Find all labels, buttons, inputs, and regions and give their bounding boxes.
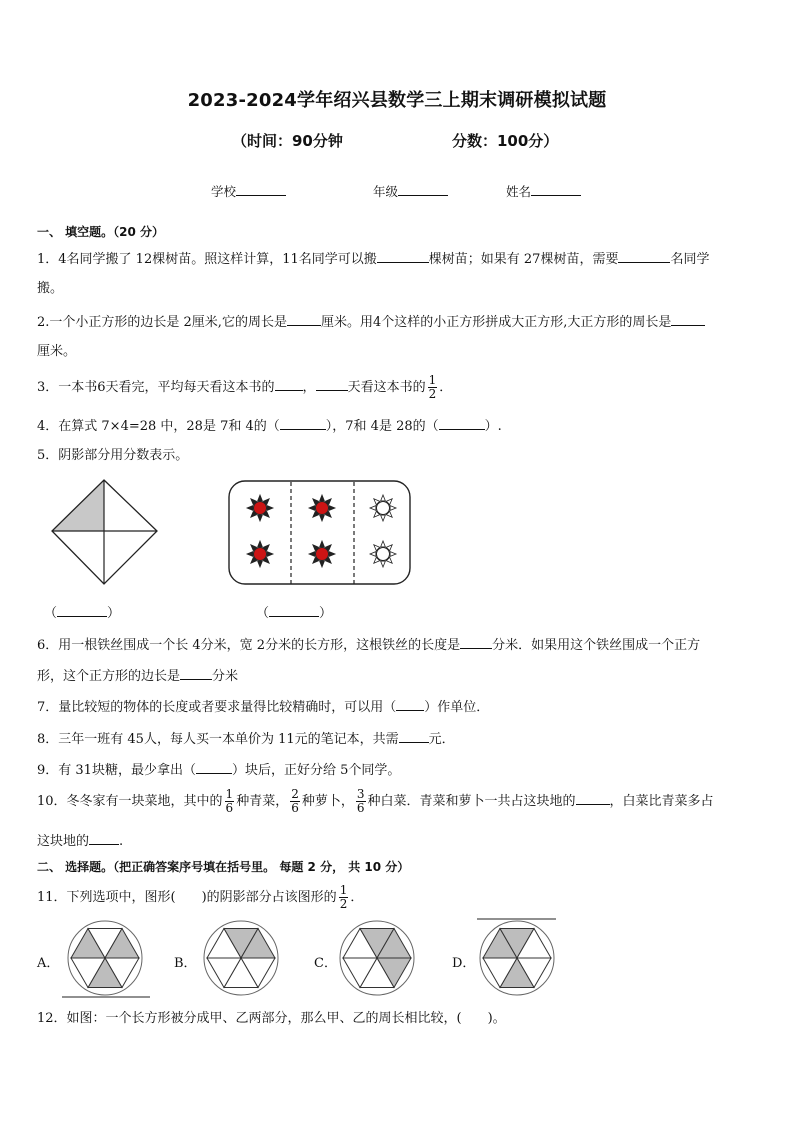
q3-fraction-num: 1 xyxy=(428,373,437,387)
q2-text-a: 2.一个小正方形的边长是 2厘米,它的周长是 xyxy=(37,315,287,330)
question-12: 12．如图：一个长方形被分成甲、乙两部分，那么甲、乙的周长相比较，( )。 xyxy=(37,1011,506,1026)
q2-text-b: 厘米。用4个这样的小正方形拼成大正方形,大正方形的周长是 xyxy=(320,315,672,330)
option-b-label[interactable]: B． xyxy=(174,956,197,971)
page-title: 2023-2024学年绍兴县数学三上期末调研模拟试题 xyxy=(187,90,607,111)
grade-label: 年级 xyxy=(373,184,399,199)
q6-text-b: 分米．如果用这个铁丝围成一个正方 xyxy=(492,638,701,653)
q10-text-c: 种萝卜， xyxy=(301,794,354,809)
q10-fraction-2-den: 6 xyxy=(291,801,299,815)
q1-text-a: 1．4名同学搬了 12棵树苗。照这样计算，11名同学可以搬 xyxy=(37,252,377,267)
q5-answer-1 xyxy=(44,602,120,621)
q1-text-d: 搬。 xyxy=(37,281,64,296)
section1-title: 一、 填空题。（20 分） xyxy=(37,225,165,239)
question-2 xyxy=(37,312,705,332)
section2-title: 二、 选择题。（把正确答案序号填在括号里。 每题 2 分， 共 10 分） xyxy=(37,860,410,874)
option-b-figure xyxy=(203,920,283,1000)
q7-blank[interactable] xyxy=(396,697,424,711)
q9-blank[interactable] xyxy=(196,760,232,774)
option-a-label[interactable]: A． xyxy=(37,956,60,971)
option-c-hexagon xyxy=(343,929,411,988)
q5-answer-2-open: （ xyxy=(256,606,270,621)
school-blank[interactable] xyxy=(236,183,286,197)
option-b-hexagon xyxy=(207,929,275,988)
option-a-hexagon xyxy=(71,929,139,988)
question-1 xyxy=(37,249,709,269)
option-d-figure xyxy=(477,915,559,1000)
red-sun-icon xyxy=(309,495,335,521)
q4-blank-2[interactable] xyxy=(439,416,485,430)
white-sun-icon xyxy=(370,495,396,521)
q10-fraction-3 xyxy=(356,788,366,815)
q11-fraction xyxy=(339,884,349,911)
q11-text-a: 11．下列选项中，图形( )的阴影部分占该图形的 xyxy=(37,890,337,905)
q5-blank-2[interactable] xyxy=(269,603,319,617)
q6-blank-1[interactable] xyxy=(460,635,492,649)
option-c-figure xyxy=(339,920,419,1000)
question-10 xyxy=(37,788,714,815)
question-10-line2 xyxy=(37,831,123,851)
q6-text-c: 形，这个正方形的边长是 xyxy=(37,669,181,684)
q7-text-a: 7．量比较短的物体的长度或者要求量得比较精确时，可以用（ xyxy=(37,700,397,715)
q1-blank-2[interactable] xyxy=(618,249,670,263)
q10-blank-2[interactable] xyxy=(89,831,119,845)
q5-answer-2 xyxy=(256,602,332,621)
q9-text-b: ）块后，正好分给 5个同学。 xyxy=(231,763,401,778)
q10-blank-1[interactable] xyxy=(576,791,610,805)
name-field xyxy=(506,182,581,200)
q4-text-c: ）. xyxy=(484,419,502,434)
q10-text-e: ，白菜比青菜多占 xyxy=(609,794,714,809)
q10-fraction-1-num: 1 xyxy=(225,787,234,801)
q3-text-a: 3．一本书6天看完，平均每天看这本书的 xyxy=(37,380,275,395)
q10-text-a: 10．冬冬家有一块菜地，其中的 xyxy=(37,794,223,809)
q4-text-a: 4．在算式 7×4=28 中，28是 7和 4的（ xyxy=(37,419,280,434)
q10-fraction-3-den: 6 xyxy=(356,801,365,815)
school-label: 学校 xyxy=(211,184,237,199)
q4-text-b: ），7和 4是 28的（ xyxy=(325,419,439,434)
time-label: （时间：90分钟 xyxy=(232,132,343,150)
sun-box-figure xyxy=(228,480,412,586)
q4-blank-1[interactable] xyxy=(280,416,326,430)
q1-text-c: 名同学 xyxy=(670,252,710,267)
q10-fraction-2-num: 2 xyxy=(291,787,299,801)
q5-answer-1-open: （ xyxy=(44,606,58,621)
question-11 xyxy=(37,884,363,911)
q6-text-a: 6．用一根铁丝围成一个长 4分米，宽 2分米的长方形，这根铁丝的长度是 xyxy=(37,638,461,653)
question-4 xyxy=(37,416,502,436)
q2-blank-2[interactable] xyxy=(671,312,705,326)
q10-fraction-3-num: 3 xyxy=(356,787,365,801)
question-6-line2 xyxy=(37,666,238,686)
q7-text-b: ）作单位． xyxy=(424,700,490,715)
q9-text-a: 9．有 31块糖，最少拿出（ xyxy=(37,763,196,778)
q10-text-f: 这块地的 xyxy=(37,834,90,849)
q6-text-d: 分米 xyxy=(212,669,239,684)
q3-text-c: 天看这本书的 xyxy=(347,380,426,395)
option-d-label[interactable]: D． xyxy=(452,956,476,971)
diamond-figure xyxy=(50,478,160,588)
grade-field xyxy=(373,182,448,200)
q1-text-b: 棵树苗；如果有 27棵树苗，需要 xyxy=(428,252,619,267)
q8-text-b: 元． xyxy=(428,732,455,747)
q3-blank-2[interactable] xyxy=(316,377,348,391)
question-6 xyxy=(37,635,700,655)
q3-blank-1[interactable] xyxy=(275,377,303,391)
q10-fraction-1 xyxy=(225,788,235,815)
q10-fraction-1-den: 6 xyxy=(225,801,234,815)
q8-blank[interactable] xyxy=(399,729,429,743)
q6-blank-2[interactable] xyxy=(180,666,212,680)
q2-blank-1[interactable] xyxy=(287,312,321,326)
red-sun-icon xyxy=(309,541,335,567)
q5-answer-1-close: ） xyxy=(107,606,121,621)
q10-fraction-2 xyxy=(290,788,300,815)
q3-fraction-den: 2 xyxy=(428,387,437,401)
q5-blank-1[interactable] xyxy=(57,603,107,617)
q3-text-end: ． xyxy=(439,380,453,395)
name-blank[interactable] xyxy=(531,183,581,197)
question-3 xyxy=(37,374,452,401)
red-sun-icon xyxy=(247,495,273,521)
q3-fraction xyxy=(428,374,438,401)
question-7 xyxy=(37,697,489,717)
score-label: 分数：100分） xyxy=(452,132,559,150)
q11-fraction-den: 2 xyxy=(339,897,348,911)
q11-fraction-num: 1 xyxy=(339,883,348,897)
question-5: 5．阴影部分用分数表示。 xyxy=(37,448,189,463)
q10-text-d: 种白菜．青菜和萝卜一共占这块地的 xyxy=(367,794,576,809)
school-field xyxy=(211,182,286,200)
white-sun-icon xyxy=(370,541,396,567)
option-c-label[interactable]: C． xyxy=(314,956,337,971)
q8-text-a: 8．三年一班有 45人，每人买一本单价为 11元的笔记本，共需 xyxy=(37,732,399,747)
grade-blank[interactable] xyxy=(398,183,448,197)
option-d-hexagon xyxy=(483,929,551,988)
q11-text-end: ． xyxy=(350,890,364,905)
q10-text-g: . xyxy=(119,834,124,849)
q2-text-c: 厘米。 xyxy=(37,344,77,359)
q5-answer-2-close: ） xyxy=(319,606,333,621)
question-8 xyxy=(37,729,455,749)
q3-text-b: ， xyxy=(302,380,316,395)
q1-blank-1[interactable] xyxy=(377,249,429,263)
option-a-figure xyxy=(62,920,152,1000)
question-9 xyxy=(37,760,400,780)
red-sun-icon xyxy=(247,541,273,567)
name-label: 姓名 xyxy=(506,184,532,199)
q10-text-b: 种青菜， xyxy=(236,794,289,809)
